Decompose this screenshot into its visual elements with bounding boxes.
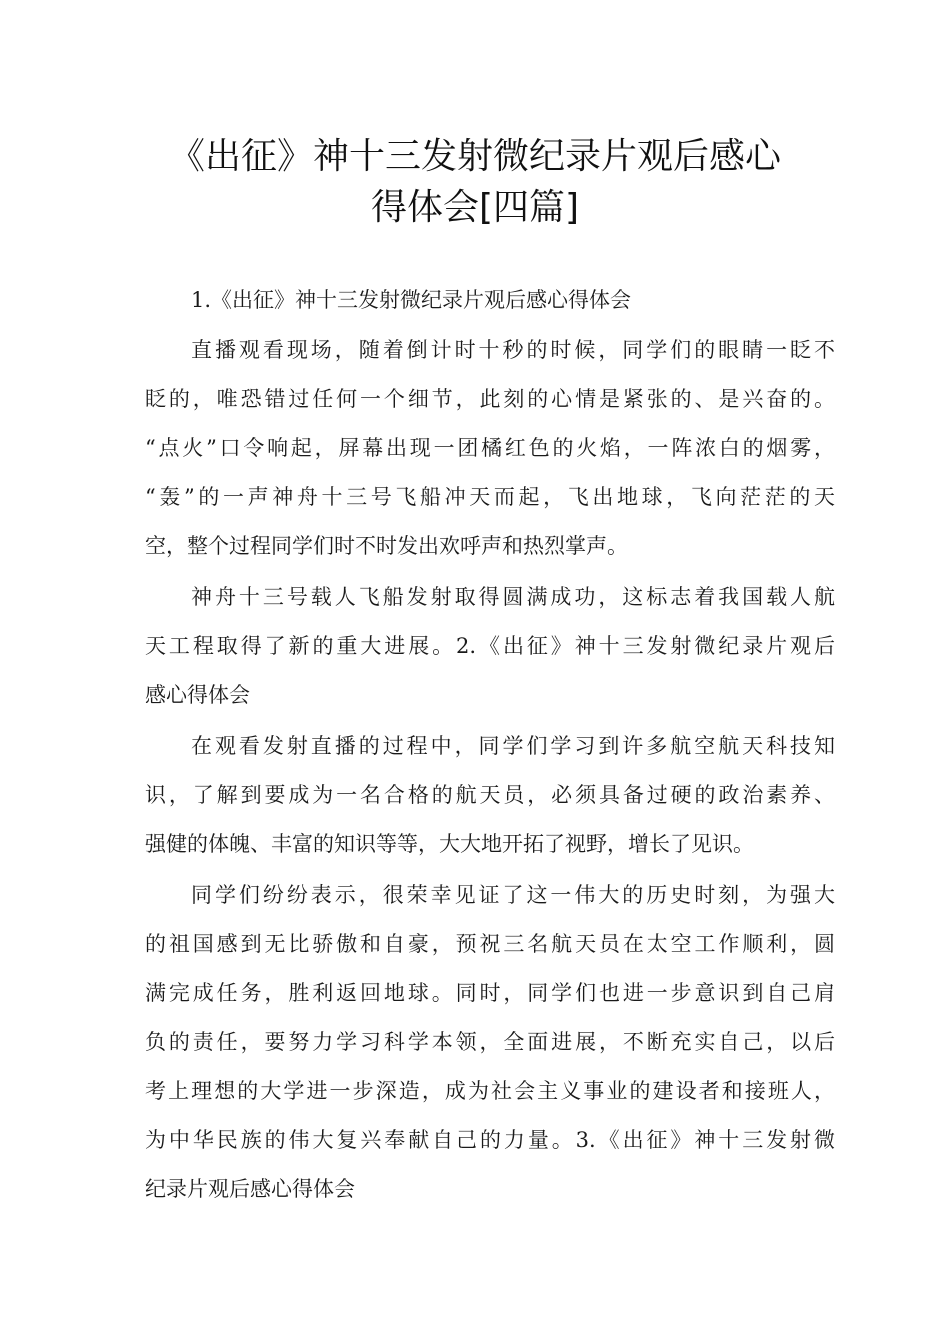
paragraph-line: 眨的，唯恐错过任何一个细节，此刻的心情是紧张的、是兴奋的。 bbox=[145, 387, 835, 411]
paragraph-line: 直播观看现场，随着倒计时十秒的时候，同学们的眼睛一眨不 bbox=[191, 338, 835, 362]
paragraph-line: 为中华民族的伟大复兴奉献自己的力量。3.《出征》神十三发射微 bbox=[145, 1128, 835, 1152]
document-title-line-1: 《出征》神十三发射微纪录片观后感心 bbox=[168, 136, 781, 177]
paragraph-line: 的祖国感到无比骄傲和自豪，预祝三名航天员在太空工作顺利，圆 bbox=[145, 932, 835, 956]
paragraph-line: 空，整个过程同学们时不时发出欢呼声和热烈掌声。 bbox=[145, 534, 628, 558]
paragraph-line: 感心得体会 bbox=[145, 683, 250, 707]
paragraph-line: 同学们纷纷表示，很荣幸见证了这一伟大的历史时刻，为强大 bbox=[191, 883, 835, 907]
paragraph-line: “轰”的一声神舟十三号飞船冲天而起，飞出地球，飞向茫茫的天 bbox=[145, 485, 835, 509]
paragraph-line: “点火”口令响起，屏幕出现一团橘红色的火焰，一阵浓白的烟雾， bbox=[145, 436, 835, 460]
paragraph-line: 满完成任务，胜利返回地球。同时，同学们也进一步意识到自己肩 bbox=[145, 981, 835, 1005]
document-title-line-2: 得体会[四篇] bbox=[370, 187, 580, 228]
paragraph-line: 天工程取得了新的重大进展。2.《出征》神十三发射微纪录片观后 bbox=[145, 634, 835, 658]
paragraph-line: 强健的体魄、丰富的知识等等，大大地开拓了视野，增长了见识。 bbox=[145, 832, 754, 856]
paragraph-line: 负的责任，要努力学习科学本领，全面进展，不断充实自己，以后 bbox=[145, 1030, 835, 1054]
section-heading-1: 1.《出征》神十三发射微纪录片观后感心得体会 bbox=[191, 288, 632, 312]
paragraph-line: 纪录片观后感心得体会 bbox=[145, 1177, 355, 1201]
paragraph-line: 识，了解到要成为一名合格的航天员，必须具备过硬的政治素养、 bbox=[145, 783, 835, 807]
paragraph-line: 考上理想的大学进一步深造，成为社会主义事业的建设者和接班人， bbox=[145, 1079, 835, 1103]
paragraph-line: 神舟十三号载人飞船发射取得圆满成功，这标志着我国载人航 bbox=[191, 585, 835, 609]
paragraph-line: 在观看发射直播的过程中，同学们学习到许多航空航天科技知 bbox=[191, 734, 835, 758]
